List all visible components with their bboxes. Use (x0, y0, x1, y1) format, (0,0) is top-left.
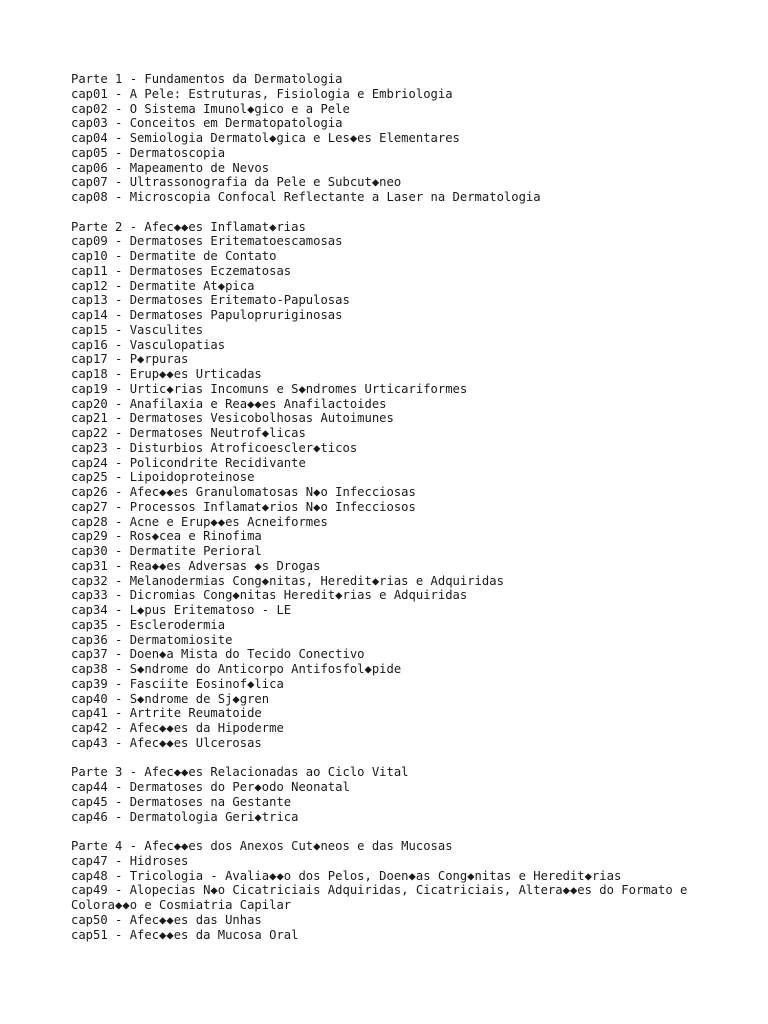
part-heading: Parte 1 - Fundamentos da Dermatologia (71, 72, 343, 86)
blank-line (71, 751, 751, 766)
chapter-line: cap20 - Anafilaxia e Rea◆◆es Anafilactoides (71, 396, 387, 411)
chapter-line: cap48 - Tricologia - Avalia◆◆o dos Pelos, Doen◆as Cong◆nitas e Heredit◆rias (71, 868, 622, 883)
chapter-line: cap05 - Dermatoscopia (71, 145, 226, 160)
chapter-line: cap37 - Doen◆a Mista do Tecido Conectivo (71, 647, 365, 662)
chapter-line: cap04 - Semiologia Dermatol◆gica e Les◆es Elementares (71, 131, 460, 145)
chapter-line: cap51 - Afec◆◆es da Mucosa Oral (71, 927, 299, 942)
chapter-line: cap02 - O Sistema Imunol◆gico e a Pele (71, 101, 350, 116)
blank-line (71, 205, 751, 220)
chapter-line: cap12 - Dermatite At◆pica (71, 278, 255, 293)
chapter-line: cap24 - Policondrite Recidivante (71, 455, 306, 470)
part-heading: Parte 3 - Afec◆◆es Relacionadas ao Ciclo Vital (71, 765, 409, 780)
chapter-line: cap36 - Dermatomiosite (71, 632, 233, 647)
chapter-line: cap10 - Dermatite de Contato (71, 249, 277, 263)
chapter-line: cap21 - Dermatoses Vesicobolhosas Autoimunes (71, 411, 394, 426)
chapter-line: cap41 - Artrite Reumatoide (71, 706, 262, 721)
chapter-line: cap44 - Dermatoses do Per◆odo Neonatal (71, 780, 350, 794)
document-text (71, 72, 751, 942)
chapter-line: cap40 - S◆ndrome de Sj◆gren (71, 691, 270, 706)
chapter-line: cap14 - Dermatoses Papulopruriginosas (71, 308, 343, 322)
chapter-line: cap46 - Dermatologia Geri◆trica (71, 809, 299, 824)
chapter-line: cap29 - Ros◆cea e Rinofima (71, 529, 262, 544)
chapter-line: cap33 - Dicromias Cong◆nitas Heredit◆rias e Adquiridas (71, 588, 468, 603)
chapter-line: cap07 - Ultrassonografia da Pele e Subcut◆neo (71, 175, 402, 190)
chapter-line: cap31 - Rea◆◆es Adversas ◆s Drogas (71, 558, 321, 573)
chapter-line: cap26 - Afec◆◆es Granulomatosas N◆o Infecciosas (71, 485, 416, 499)
chapter-line: cap18 - Erup◆◆es Urticadas (71, 367, 262, 381)
part-heading: Parte 4 - Afec◆◆es dos Anexos Cut◆neos e das Mucosas (71, 839, 453, 853)
chapter-line: cap42 - Afec◆◆es da Hipoderme (71, 721, 284, 735)
chapter-line: cap08 - Microscopia Confocal Reflectante a Laser na Dermatologia (71, 190, 541, 204)
chapter-line: cap25 - Lipoidoproteinose (71, 470, 255, 485)
chapter-line: cap39 - Fasciite Eosinof◆lica (71, 676, 284, 691)
chapter-line: cap38 - S◆ndrome do Anticorpo Antifosfol◆pide (71, 662, 402, 676)
chapter-line: cap13 - Dermatoses Eritemato-Papulosas (71, 293, 350, 308)
chapter-line: cap47 - Hidroses (71, 853, 189, 868)
chapter-line: cap32 - Melanodermias Cong◆nitas, Heredit◆rias e Adquiridas (71, 573, 504, 588)
chapter-line: cap09 - Dermatoses Eritematoescamosas (71, 234, 343, 249)
chapter-line: cap03 - Conceitos em Dermatopatologia (71, 116, 343, 131)
chapter-line: cap16 - Vasculopatias (71, 337, 226, 352)
chapter-line: cap19 - Urtic◆rias Incomuns e S◆ndromes Urticariformes (71, 381, 468, 396)
chapter-line: cap34 - L◆pus Eritematoso - LE (71, 603, 292, 617)
chapter-line: cap01 - A Pele: Estruturas, Fisiologia e Embriologia (71, 86, 453, 101)
chapter-line: cap28 - Acne e Erup◆◆es Acneiformes (71, 514, 328, 529)
chapter-line: cap23 - Disturbios Atroficoescler◆ticos (71, 440, 358, 455)
chapter-line: cap35 - Esclerodermia (71, 617, 226, 632)
chapter-line: cap06 - Mapeamento de Nevos (71, 160, 270, 175)
chapter-line: cap15 - Vasculites (71, 322, 204, 337)
chapter-line: cap30 - Dermatite Perioral (71, 544, 262, 558)
blank-line (71, 824, 751, 839)
chapter-line: cap43 - Afec◆◆es Ulcerosas (71, 735, 262, 750)
chapter-line: cap27 - Processos Inflamat◆rios N◆o Infecciosos (71, 499, 416, 514)
chapter-line: cap50 - Afec◆◆es das Unhas (71, 912, 262, 927)
chapter-line: cap17 - P◆rpuras (71, 352, 189, 367)
chapter-line: cap49 - Alopecias N◆o Cicatriciais Adquiridas, Cicatriciais, Altera◆◆es do Formato e Colora◆◆o e Cosmiatria Capilar (71, 883, 695, 912)
chapter-line: cap22 - Dermatoses Neutrof◆licas (71, 426, 306, 440)
chapter-line: cap11 - Dermatoses Eczematosas (71, 263, 292, 278)
part-heading: Parte 2 - Afec◆◆es Inflamat◆rias (71, 219, 306, 234)
chapter-line: cap45 - Dermatoses na Gestante (71, 794, 292, 809)
